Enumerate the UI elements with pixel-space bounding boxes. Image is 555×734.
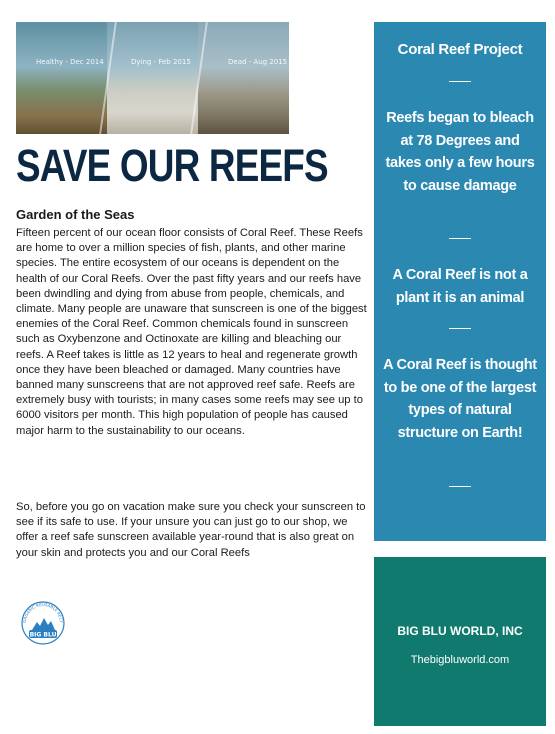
photo-caption: Healthy - Dec 2014 <box>36 58 104 66</box>
page-title: SAVE OUR REEFS <box>16 140 328 191</box>
big-blu-logo <box>20 600 66 646</box>
logo-ring-text: ORGANIC REUSABLE RECY <box>21 601 65 624</box>
website-link[interactable]: Thebigbluworld.com <box>410 654 510 666</box>
photo-caption: Dead - Aug 2015 <box>228 58 288 66</box>
logo-text: BIG BLU <box>29 631 57 639</box>
coral-reef-photo <box>16 22 289 134</box>
dying-reef-panel <box>107 22 198 134</box>
company-footer <box>374 557 546 726</box>
divider <box>449 81 471 82</box>
divider <box>449 238 471 239</box>
section-subtitle: Garden of the Seas <box>16 207 135 222</box>
svg-text:ORGANIC REUSABLE RECYCLABLE <box>20 600 64 624</box>
fact-item: A Coral Reef is thought to be one of the largest types of natural structure on Earth! <box>383 357 537 441</box>
body-paragraph: So, before you go on vacation make sure you check your sunscreen to see if its safe to use. If your unsure you can just go to our shop, we offer a reef safe sunscreen available year-round that is also great on your skin and protects you and our Coral Reefs <box>16 501 366 559</box>
fact-item: A Coral Reef is not a plant it is an animal <box>392 267 528 306</box>
healthy-reef-panel <box>16 22 107 134</box>
dead-reef-panel <box>198 22 289 134</box>
sidebar-heading: Coral Reef Project <box>397 41 523 58</box>
fact-item: Reefs began to bleach at 78 Degrees and takes only a few hours to cause damage <box>385 110 535 194</box>
divider <box>449 486 471 487</box>
facts-sidebar <box>374 22 546 541</box>
company-name: BIG BLU WORLD, INC <box>397 624 523 638</box>
body-paragraph: Fifteen percent of our ocean floor consists of Coral Reef. These Reefs are home to over a million species of fish, plants, and other marine species. The entire ecosystem of our oceans is dependent on the health of our Coral Reefs. Over the past fifty years and our reefs have been dwindling and dying from abuse from people, chemicals, and climate. Many people are unaware that sunscreen is one of the biggest enemies of the Coral Reef. Common chemicals found in sunscreen such as Oxybenzone and Octinoxate are killing and bleaching our reefs. A Reef takes is little as 12 years to heal and regenerate growth once they have been bleached or damaged. Many countries have banned many sunscreens that are not approved reef safe. Reefs are extremely busy with tourists; in many cases some reefs may see up to 6000 visitors per month. This high population of people has caused major harm to the sustainability to our oceans. <box>16 227 367 437</box>
divider <box>449 328 471 329</box>
photo-caption: Dying - Feb 2015 <box>131 58 191 66</box>
